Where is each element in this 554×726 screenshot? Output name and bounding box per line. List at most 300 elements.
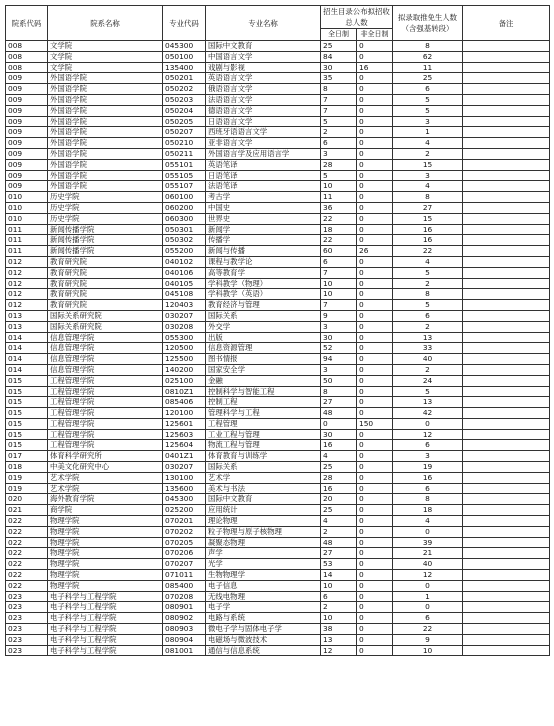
cell-full-time: 9 [321,310,357,321]
header-exempt: 拟录取推免生人数（含强基转段） [393,6,463,41]
cell-dept-code: 022 [6,570,48,581]
cell-dept-name: 历史学院 [48,202,163,213]
cell-full-time: 52 [321,343,357,354]
cell-dept-name: 工程管理学院 [48,408,163,419]
cell-dept-name: 文学院 [48,51,163,62]
cell-major-name: 中国语言文学 [206,51,321,62]
cell-full-time: 8 [321,386,357,397]
table-row [6,235,550,246]
cell-dept-name: 物理学院 [48,559,163,570]
cell-major-name: 法语笔译 [206,181,321,192]
cell-exempt: 9 [393,634,463,645]
cell-remark [463,505,550,516]
table-row [6,440,550,451]
table-row [6,602,550,613]
cell-major-code: 050210 [163,138,206,149]
table-row [6,613,550,624]
cell-major-code: 050203 [163,94,206,105]
cell-dept-code: 015 [6,440,48,451]
cell-dept-name: 物理学院 [48,537,163,548]
cell-dept-code: 011 [6,224,48,235]
cell-full-time: 3 [321,364,357,375]
table-row [6,321,550,332]
cell-remark [463,408,550,419]
cell-major-name: 国际关系 [206,310,321,321]
table-row [6,354,550,365]
cell-exempt: 8 [393,192,463,203]
cell-full-time: 27 [321,548,357,559]
header-dept-code: 院系代码 [6,6,48,41]
cell-major-code: 050202 [163,84,206,95]
cell-full-time: 10 [321,181,357,192]
cell-remark [463,375,550,386]
cell-full-time: 25 [321,462,357,473]
cell-major-name: 电磁场与微波技术 [206,634,321,645]
cell-major-code: 040106 [163,267,206,278]
cell-part-time: 0 [357,224,393,235]
cell-full-time: 6 [321,256,357,267]
cell-exempt: 27 [393,202,463,213]
table-row [6,170,550,181]
cell-dept-code: 023 [6,591,48,602]
cell-dept-name: 信息管理学院 [48,364,163,375]
cell-exempt: 1 [393,127,463,138]
cell-full-time: 35 [321,73,357,84]
cell-exempt: 8 [393,289,463,300]
cell-remark [463,559,550,570]
cell-major-name: 西班牙语语言文学 [206,127,321,138]
cell-dept-code: 023 [6,613,48,624]
cell-exempt: 10 [393,645,463,656]
cell-major-code: 045108 [163,289,206,300]
cell-dept-code: 009 [6,105,48,116]
cell-part-time: 0 [357,267,393,278]
cell-major-name: 国际关系 [206,462,321,473]
cell-dept-name: 外国语学院 [48,84,163,95]
cell-full-time: 13 [321,634,357,645]
table-row [6,505,550,516]
cell-dept-code: 009 [6,127,48,138]
cell-dept-code: 015 [6,418,48,429]
cell-remark [463,310,550,321]
cell-exempt: 12 [393,570,463,581]
cell-exempt: 18 [393,505,463,516]
cell-remark [463,472,550,483]
cell-part-time: 0 [357,321,393,332]
cell-dept-name: 电子科学与工程学院 [48,624,163,635]
cell-full-time: 2 [321,602,357,613]
cell-exempt: 8 [393,41,463,52]
cell-major-name: 光学 [206,559,321,570]
cell-remark [463,159,550,170]
cell-major-code: 050100 [163,51,206,62]
table-row [6,408,550,419]
cell-part-time: 150 [357,418,393,429]
cell-dept-name: 外国语学院 [48,159,163,170]
cell-part-time: 0 [357,41,393,52]
cell-dept-code: 023 [6,634,48,645]
table-row [6,570,550,581]
cell-exempt: 5 [393,386,463,397]
cell-remark [463,397,550,408]
table-row [6,418,550,429]
cell-remark [463,537,550,548]
cell-major-name: 通信与信息系统 [206,645,321,656]
cell-major-code: 135400 [163,62,206,73]
cell-exempt: 25 [393,73,463,84]
cell-full-time: 7 [321,94,357,105]
cell-dept-code: 014 [6,354,48,365]
cell-remark [463,116,550,127]
cell-major-code: 050204 [163,105,206,116]
table-row [6,246,550,257]
cell-dept-code: 023 [6,602,48,613]
table-row [6,62,550,73]
cell-major-code: 120403 [163,300,206,311]
cell-full-time: 4 [321,516,357,527]
cell-exempt: 5 [393,300,463,311]
cell-part-time: 0 [357,451,393,462]
cell-remark [463,591,550,602]
cell-major-code: 040102 [163,256,206,267]
cell-dept-code: 011 [6,235,48,246]
header-part-time: 非全日制 [357,29,393,41]
cell-dept-name: 国际关系研究院 [48,321,163,332]
cell-major-code: 060200 [163,202,206,213]
table-row [6,289,550,300]
cell-major-code: 080903 [163,624,206,635]
cell-part-time: 0 [357,429,393,440]
cell-major-code: 025200 [163,505,206,516]
cell-full-time: 10 [321,613,357,624]
cell-dept-name: 电子科学与工程学院 [48,591,163,602]
cell-remark [463,224,550,235]
cell-major-name: 理论物理 [206,516,321,527]
cell-dept-name: 物理学院 [48,548,163,559]
cell-major-name: 控制科学与智能工程 [206,386,321,397]
cell-major-name: 日语语言文学 [206,116,321,127]
cell-dept-name: 外国语学院 [48,73,163,84]
table-row [6,375,550,386]
cell-dept-name: 电子科学与工程学院 [48,602,163,613]
table-row [6,462,550,473]
cell-major-name: 应用统计 [206,505,321,516]
cell-major-code: 045300 [163,41,206,52]
cell-remark [463,256,550,267]
cell-major-code: 120100 [163,408,206,419]
cell-part-time: 0 [357,51,393,62]
table-row [6,364,550,375]
cell-remark [463,624,550,635]
cell-major-name: 学科教学（英语） [206,289,321,300]
cell-major-code: 070208 [163,591,206,602]
cell-major-code: 030208 [163,321,206,332]
cell-exempt: 62 [393,51,463,62]
cell-major-code: 060100 [163,192,206,203]
cell-major-code: 0401Z1 [163,451,206,462]
cell-major-code: 130100 [163,472,206,483]
cell-dept-code: 022 [6,516,48,527]
table-row [6,105,550,116]
cell-full-time: 18 [321,224,357,235]
cell-dept-code: 022 [6,559,48,570]
cell-dept-code: 017 [6,451,48,462]
table-row [6,548,550,559]
cell-dept-name: 文学院 [48,41,163,52]
table-row [6,483,550,494]
cell-remark [463,138,550,149]
cell-remark [463,62,550,73]
cell-remark [463,202,550,213]
cell-full-time: 14 [321,570,357,581]
cell-major-name: 高等教育学 [206,267,321,278]
cell-major-name: 体育教育与训练学 [206,451,321,462]
cell-dept-code: 009 [6,170,48,181]
table-row [6,580,550,591]
cell-part-time: 0 [357,138,393,149]
cell-major-name: 考古学 [206,192,321,203]
cell-exempt: 8 [393,494,463,505]
cell-major-code: 0810Z1 [163,386,206,397]
table-row [6,300,550,311]
cell-major-name: 电子信息 [206,580,321,591]
cell-part-time: 0 [357,364,393,375]
cell-full-time: 16 [321,483,357,494]
cell-dept-code: 015 [6,408,48,419]
cell-part-time: 0 [357,159,393,170]
cell-major-code: 070205 [163,537,206,548]
cell-exempt: 42 [393,408,463,419]
cell-remark [463,300,550,311]
table-row [6,192,550,203]
cell-exempt: 3 [393,116,463,127]
cell-full-time: 10 [321,289,357,300]
cell-major-code: 085406 [163,397,206,408]
cell-exempt: 5 [393,267,463,278]
cell-dept-code: 015 [6,429,48,440]
cell-full-time: 5 [321,170,357,181]
table-row [6,84,550,95]
cell-major-code: 080901 [163,602,206,613]
cell-major-code: 080902 [163,613,206,624]
cell-major-name: 戏剧与影视 [206,62,321,73]
cell-dept-code: 013 [6,310,48,321]
cell-part-time: 0 [357,624,393,635]
cell-remark [463,321,550,332]
cell-part-time: 0 [357,397,393,408]
header-dept-name: 院系名称 [48,6,163,41]
cell-exempt: 5 [393,94,463,105]
table-header [6,6,550,41]
cell-exempt: 1 [393,591,463,602]
cell-dept-name: 外国语学院 [48,181,163,192]
cell-dept-code: 014 [6,364,48,375]
table-row [6,278,550,289]
cell-full-time: 20 [321,494,357,505]
cell-dept-name: 电子科学与工程学院 [48,634,163,645]
cell-part-time: 0 [357,408,393,419]
cell-exempt: 2 [393,148,463,159]
cell-dept-name: 信息管理学院 [48,354,163,365]
cell-dept-name: 教育研究院 [48,300,163,311]
cell-full-time: 6 [321,591,357,602]
cell-exempt: 0 [393,526,463,537]
cell-exempt: 3 [393,170,463,181]
table-row [6,224,550,235]
table-row [6,634,550,645]
cell-major-name: 新闻与传播 [206,246,321,257]
table-row [6,127,550,138]
cell-part-time: 0 [357,235,393,246]
cell-major-name: 电路与系统 [206,613,321,624]
cell-part-time: 0 [357,116,393,127]
table-row [6,526,550,537]
cell-dept-code: 018 [6,462,48,473]
cell-dept-code: 022 [6,537,48,548]
cell-major-name: 工业工程与管理 [206,429,321,440]
cell-dept-name: 物理学院 [48,580,163,591]
cell-dept-name: 外国语学院 [48,148,163,159]
cell-dept-code: 019 [6,472,48,483]
cell-dept-name: 中美文化研究中心 [48,462,163,473]
cell-remark [463,41,550,52]
cell-major-name: 日语笔译 [206,170,321,181]
cell-part-time: 0 [357,300,393,311]
cell-dept-name: 工程管理学院 [48,386,163,397]
cell-exempt: 16 [393,235,463,246]
cell-remark [463,580,550,591]
cell-full-time: 28 [321,472,357,483]
cell-major-name: 世界史 [206,213,321,224]
cell-full-time: 22 [321,235,357,246]
cell-dept-name: 体育科学研究所 [48,451,163,462]
table-row [6,332,550,343]
cell-major-name: 凝聚态物理 [206,537,321,548]
cell-dept-code: 014 [6,332,48,343]
cell-remark [463,105,550,116]
cell-exempt: 5 [393,105,463,116]
cell-major-name: 新闻学 [206,224,321,235]
table-row [6,451,550,462]
cell-dept-name: 商学院 [48,505,163,516]
cell-major-name: 微电子学与固体电子学 [206,624,321,635]
cell-dept-name: 信息管理学院 [48,332,163,343]
cell-remark [463,354,550,365]
cell-remark [463,483,550,494]
table-row [6,41,550,52]
cell-part-time: 0 [357,559,393,570]
cell-exempt: 33 [393,343,463,354]
cell-part-time: 0 [357,310,393,321]
cell-remark [463,418,550,429]
cell-remark [463,602,550,613]
cell-major-code: 025100 [163,375,206,386]
table-row [6,94,550,105]
cell-remark [463,192,550,203]
cell-dept-name: 电子科学与工程学院 [48,613,163,624]
cell-part-time: 0 [357,462,393,473]
cell-dept-code: 020 [6,494,48,505]
cell-dept-code: 023 [6,645,48,656]
cell-major-name: 电子学 [206,602,321,613]
cell-part-time: 26 [357,246,393,257]
cell-remark [463,51,550,62]
cell-remark [463,429,550,440]
cell-major-name: 美术与书法 [206,483,321,494]
cell-major-code: 060300 [163,213,206,224]
cell-major-name: 亚非语言文学 [206,138,321,149]
cell-major-code: 125603 [163,429,206,440]
cell-full-time: 30 [321,429,357,440]
cell-remark [463,213,550,224]
cell-remark [463,516,550,527]
cell-part-time: 0 [357,256,393,267]
cell-full-time: 3 [321,148,357,159]
cell-part-time: 0 [357,94,393,105]
cell-part-time: 0 [357,548,393,559]
cell-exempt: 11 [393,62,463,73]
cell-full-time: 50 [321,375,357,386]
cell-dept-code: 015 [6,375,48,386]
cell-major-code: 055200 [163,246,206,257]
header-major-code: 专业代码 [163,6,206,41]
cell-full-time: 94 [321,354,357,365]
cell-dept-code: 009 [6,138,48,149]
cell-full-time: 48 [321,537,357,548]
cell-remark [463,343,550,354]
cell-part-time: 0 [357,213,393,224]
cell-dept-code: 011 [6,246,48,257]
cell-dept-name: 教育研究院 [48,289,163,300]
cell-part-time: 16 [357,62,393,73]
cell-dept-name: 物理学院 [48,570,163,581]
table-row [6,256,550,267]
cell-dept-code: 009 [6,159,48,170]
table-row [6,51,550,62]
cell-dept-name: 教育研究院 [48,256,163,267]
cell-dept-code: 022 [6,526,48,537]
table-row [6,310,550,321]
cell-dept-name: 海外教育学院 [48,494,163,505]
cell-dept-name: 电子科学与工程学院 [48,645,163,656]
cell-major-code: 055300 [163,332,206,343]
cell-major-name: 俄语语言文学 [206,84,321,95]
cell-dept-code: 012 [6,267,48,278]
cell-major-code: 135600 [163,483,206,494]
cell-remark [463,278,550,289]
cell-dept-code: 015 [6,397,48,408]
cell-part-time: 0 [357,332,393,343]
cell-exempt: 4 [393,256,463,267]
cell-major-code: 055105 [163,170,206,181]
cell-exempt: 2 [393,364,463,375]
cell-dept-name: 艺术学院 [48,483,163,494]
header-remark: 备注 [463,6,550,41]
cell-exempt: 24 [393,375,463,386]
cell-part-time: 0 [357,472,393,483]
cell-part-time: 0 [357,580,393,591]
cell-exempt: 22 [393,246,463,257]
table-row [6,386,550,397]
cell-dept-name: 工程管理学院 [48,440,163,451]
cell-dept-code: 014 [6,343,48,354]
cell-major-name: 课程与教学论 [206,256,321,267]
cell-dept-name: 新闻传播学院 [48,224,163,235]
cell-dept-name: 历史学院 [48,192,163,203]
cell-major-code: 081001 [163,645,206,656]
cell-exempt: 2 [393,321,463,332]
cell-part-time: 0 [357,343,393,354]
